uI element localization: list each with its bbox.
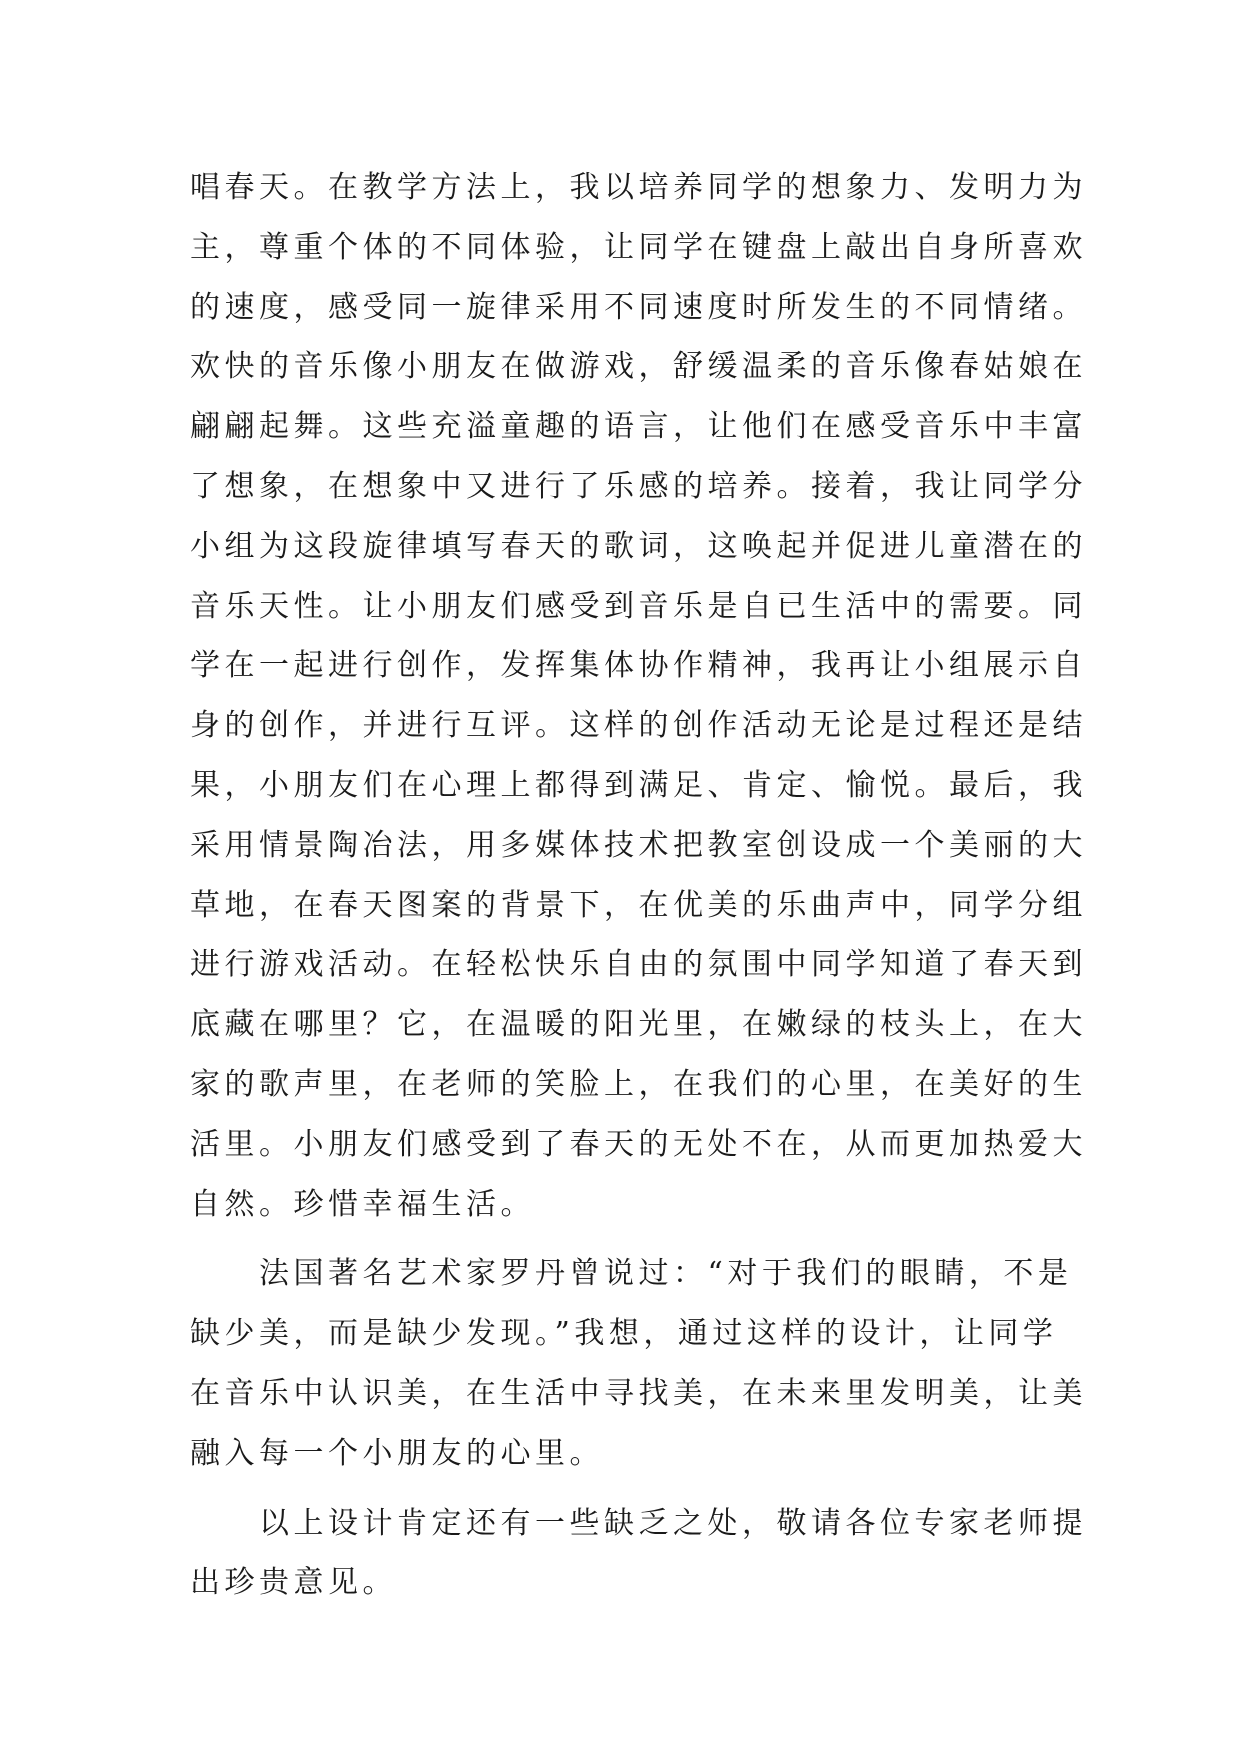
paragraph-closing — [190, 1494, 1087, 1614]
text-line: 底藏在哪里？它，在温暖的阳光里，在嫩绿的枝头上，在大 — [190, 1007, 1087, 1043]
text-line: 采用情景陶冶法，用多媒体技术把教室创设成一个美丽的大 — [190, 827, 1087, 863]
paragraph-spacer — [190, 1234, 1070, 1244]
text-line: 以上设计肯定还有一些缺乏之处，敬请各位专家老师提 — [190, 1505, 1087, 1541]
text-line: 学在一起进行创作，发挥集体协作精神，我再让小组展示自 — [190, 648, 1087, 684]
text-line: 出珍贵意见。 — [190, 1565, 397, 1601]
text-line: 主，尊重个体的不同体验，让同学在键盘上敲出自身所喜欢 — [190, 229, 1087, 265]
text-line: 小组为这段旋律填写春天的歌词，这唤起并促进儿童潜在的 — [190, 528, 1087, 564]
text-line: 自然。珍惜幸福生活。 — [190, 1186, 535, 1222]
text-line: 音乐天性。让小朋友们感受到音乐是自已生活中的需要。同 — [190, 588, 1087, 624]
text-line: 进行游戏活动。在轻松快乐自由的氛围中同学知道了春天到 — [190, 947, 1087, 983]
document-body — [190, 158, 1087, 1613]
paragraph-rodin-quote — [190, 1244, 1087, 1483]
text-line: 活里。小朋友们感受到了春天的无处不在，从而更加热爱大 — [190, 1126, 1087, 1162]
text-line: 唱春天。在教学方法上，我以培养同学的想象力、发明力为 — [190, 170, 1087, 205]
text-line: 了想象，在想象中又进行了乐感的培养。接着，我让同学分 — [190, 468, 1087, 504]
text-line: 缺少美，而是缺少发现。”我想，通过这样的设计，让同学 — [190, 1316, 1058, 1352]
text-line: 果，小朋友们在心理上都得到满足、肯定、愉悦。最后，我 — [190, 767, 1087, 803]
text-line: 家的歌声里，在老师的笑脸上，在我们的心里，在美好的生 — [190, 1066, 1087, 1102]
text-line: 身的创作，并进行互评。这样的创作活动无论是过程还是结 — [190, 708, 1087, 744]
text-line: 草地，在春天图案的背景下，在优美的乐曲声中，同学分组 — [190, 887, 1087, 923]
text-line: 的速度，感受同一旋律采用不同速度时所发生的不同情绪。 — [190, 289, 1087, 325]
text-line: 翩翩起舞。这些充溢童趣的语言，让他们在感受音乐中丰富 — [190, 409, 1087, 445]
text-line: 融入每一个小朋友的心里。 — [190, 1435, 604, 1471]
text-line: 在音乐中认识美，在生活中寻找美，在未来里发明美，让美 — [190, 1375, 1087, 1411]
text-line: 法国著名艺术家罗丹曾说过：“对于我们的眼睛，不是 — [190, 1256, 1073, 1292]
paragraph-spacer — [190, 1484, 1070, 1494]
text-line: 欢快的音乐像小朋友在做游戏，舒缓温柔的音乐像春姑娘在 — [190, 349, 1087, 385]
paragraph-teaching-method — [190, 158, 1087, 1234]
